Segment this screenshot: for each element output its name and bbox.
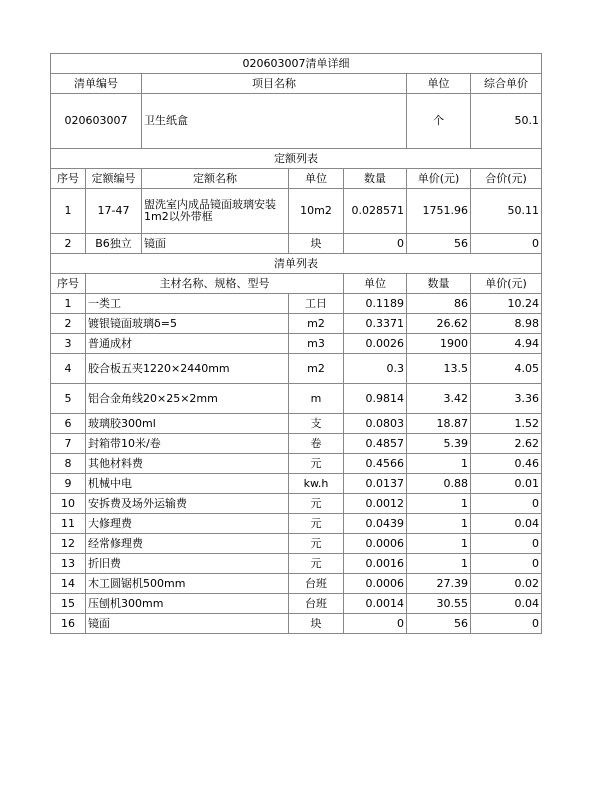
material-total: 4.94 [471,334,542,354]
material-name: 折旧费 [86,554,289,574]
material-name: 铝合金角线20×25×2mm [86,384,289,414]
material-row [51,334,542,354]
material-name: 一类工 [86,294,289,314]
material-total: 0.01 [471,474,542,494]
material-row [51,414,542,434]
material-name: 木工圆锯机500mm [86,574,289,594]
material-price: 1 [407,454,471,474]
material-total: 0 [471,554,542,574]
quota-name: 镜面 [142,234,289,254]
material-row [51,474,542,494]
material-row [51,434,542,454]
material-unit: m3 [289,334,344,354]
quota-price: 56 [407,234,471,254]
material-no: 8 [51,454,86,474]
material-unit: 元 [289,534,344,554]
material-qty: 0.4566 [344,454,407,474]
material-name: 普通成材 [86,334,289,354]
material-row [51,554,542,574]
quota-header-name: 定额名称 [142,169,289,189]
material-header-no: 序号 [51,274,86,294]
material-no: 7 [51,434,86,454]
quota-section-title: 定额列表 [51,149,542,169]
material-unit: 块 [289,614,344,634]
material-qty: 0.0006 [344,534,407,554]
material-no: 10 [51,494,86,514]
material-qty: 0 [344,614,407,634]
material-unit: m2 [289,354,344,384]
material-total: 3.36 [471,384,542,414]
material-qty: 0.0014 [344,594,407,614]
material-row [51,574,542,594]
material-total: 10.24 [471,294,542,314]
quota-header-total: 合价(元) [471,169,542,189]
material-no: 6 [51,414,86,434]
material-header-qty: 数量 [407,274,471,294]
quota-header-no: 序号 [51,169,86,189]
material-price: 56 [407,614,471,634]
material-qty: 0.0026 [344,334,407,354]
material-price: 3.42 [407,384,471,414]
material-row [51,514,542,534]
material-name: 大修理费 [86,514,289,534]
material-price: 18.87 [407,414,471,434]
material-no: 4 [51,354,86,384]
detail-table [50,53,542,634]
material-qty: 0.0016 [344,554,407,574]
material-price: 1 [407,494,471,514]
quota-header-price: 单价(元) [407,169,471,189]
material-price: 26.62 [407,314,471,334]
material-row [51,354,542,384]
material-qty: 0.4857 [344,434,407,454]
material-row [51,384,542,414]
material-qty: 0.0137 [344,474,407,494]
material-qty: 0.0006 [344,574,407,594]
material-total: 2.62 [471,434,542,454]
quota-price: 1751.96 [407,189,471,234]
material-row [51,314,542,334]
material-unit: 支 [289,414,344,434]
material-no: 14 [51,574,86,594]
material-price: 13.5 [407,354,471,384]
material-row [51,534,542,554]
material-unit: 台班 [289,594,344,614]
material-qty: 0.0803 [344,414,407,434]
material-price: 0.88 [407,474,471,494]
summary-header-price: 综合单价 [471,74,542,94]
quota-total: 0 [471,234,542,254]
material-no: 3 [51,334,86,354]
material-qty: 0.9814 [344,384,407,414]
quota-unit: 块 [289,234,344,254]
summary-price: 50.1 [471,94,542,149]
material-total: 0.04 [471,514,542,534]
material-unit: kw.h [289,474,344,494]
material-no: 1 [51,294,86,314]
material-total: 0 [471,534,542,554]
quota-code: 17-47 [86,189,142,234]
material-total: 0.02 [471,574,542,594]
quota-total: 50.11 [471,189,542,234]
material-no: 16 [51,614,86,634]
material-unit: 台班 [289,574,344,594]
material-total: 0 [471,494,542,514]
material-unit: 元 [289,494,344,514]
material-price: 27.39 [407,574,471,594]
material-name: 胶合板五夹1220×2440mm [86,354,289,384]
material-no: 2 [51,314,86,334]
material-price: 1 [407,554,471,574]
material-qty: 0.3 [344,354,407,384]
material-total: 0.04 [471,594,542,614]
material-unit: 元 [289,554,344,574]
material-total: 8.98 [471,314,542,334]
material-name: 压刨机300mm [86,594,289,614]
material-row [51,614,542,634]
material-header-name: 主材名称、规格、型号 [86,274,344,294]
material-total: 0.46 [471,454,542,474]
material-row [51,454,542,474]
material-price: 5.39 [407,434,471,454]
quota-qty: 0.028571 [344,189,407,234]
quota-no: 2 [51,234,86,254]
material-section-title: 清单列表 [51,254,542,274]
material-name: 封箱带10米/卷 [86,434,289,454]
summary-header-name: 项目名称 [142,74,407,94]
quota-code: B6独立 [86,234,142,254]
material-name: 镀银镜面玻璃δ=5 [86,314,289,334]
material-no: 13 [51,554,86,574]
material-qty: 0.0439 [344,514,407,534]
material-no: 11 [51,514,86,534]
material-no: 5 [51,384,86,414]
table-title: 020603007清单详细 [51,54,542,74]
quota-header-qty: 数量 [344,169,407,189]
material-unit: 元 [289,514,344,534]
material-name: 其他材料费 [86,454,289,474]
material-qty: 0.0012 [344,494,407,514]
summary-name: 卫生纸盒 [142,94,407,149]
material-name: 安拆费及场外运输费 [86,494,289,514]
quota-no: 1 [51,189,86,234]
material-qty: 0.3371 [344,314,407,334]
quota-unit: 10m2 [289,189,344,234]
material-row [51,294,542,314]
quota-header-unit: 单位 [289,169,344,189]
material-qty: 0.1189 [344,294,407,314]
quota-header-code: 定额编号 [86,169,142,189]
material-no: 15 [51,594,86,614]
material-unit: m [289,384,344,414]
material-unit: 卷 [289,434,344,454]
material-name: 经常修理费 [86,534,289,554]
material-name: 机械中电 [86,474,289,494]
quota-name: 盥洗室内成品镜面玻璃安装1m2以外带框 [142,189,289,234]
material-name: 镜面 [86,614,289,634]
material-row [51,494,542,514]
material-row [51,594,542,614]
material-header-unit: 单位 [344,274,407,294]
summary-header-code: 清单编号 [51,74,142,94]
material-price: 1 [407,534,471,554]
summary-header-unit: 单位 [407,74,471,94]
material-total: 4.05 [471,354,542,384]
material-price: 1 [407,514,471,534]
material-total: 0 [471,614,542,634]
material-unit: 元 [289,454,344,474]
summary-unit: 个 [407,94,471,149]
material-no: 12 [51,534,86,554]
material-price: 86 [407,294,471,314]
material-price: 1900 [407,334,471,354]
quota-qty: 0 [344,234,407,254]
material-unit: m2 [289,314,344,334]
material-header-price: 单价(元) [471,274,542,294]
material-no: 9 [51,474,86,494]
material-unit: 工日 [289,294,344,314]
summary-code: 020603007 [51,94,142,149]
material-price: 30.55 [407,594,471,614]
material-total: 1.52 [471,414,542,434]
material-name: 玻璃胶300ml [86,414,289,434]
